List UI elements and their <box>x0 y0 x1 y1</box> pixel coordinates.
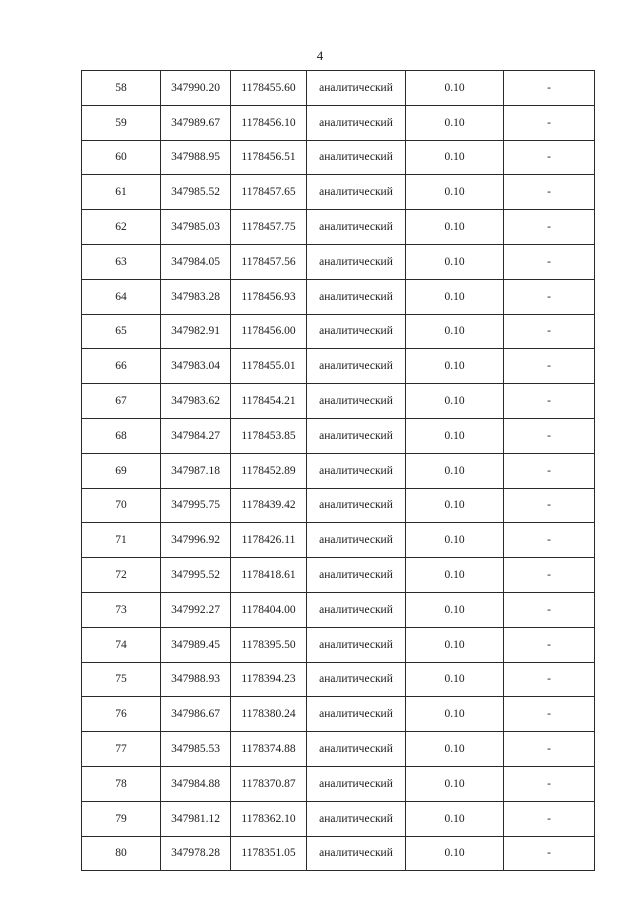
coordinates-table-body <box>82 71 595 871</box>
x-coordinate-cell: 347995.52 <box>161 558 231 593</box>
point-number-cell: 70 <box>82 488 161 523</box>
point-number-cell: 75 <box>82 662 161 697</box>
y-coordinate-cell: 1178456.00 <box>231 314 307 349</box>
table-row <box>82 140 595 175</box>
table-row <box>82 523 595 558</box>
note-cell: - <box>504 662 595 697</box>
note-cell: - <box>504 140 595 175</box>
method-cell: аналитический <box>307 71 406 106</box>
x-coordinate-cell: 347984.27 <box>161 418 231 453</box>
note-cell: - <box>504 279 595 314</box>
accuracy-cell: 0.10 <box>406 175 504 210</box>
accuracy-cell: 0.10 <box>406 488 504 523</box>
y-coordinate-cell: 1178426.11 <box>231 523 307 558</box>
y-coordinate-cell: 1178351.05 <box>231 836 307 871</box>
accuracy-cell: 0.10 <box>406 453 504 488</box>
table-row <box>82 384 595 419</box>
method-cell: аналитический <box>307 175 406 210</box>
x-coordinate-cell: 347985.52 <box>161 175 231 210</box>
table-row <box>82 836 595 871</box>
point-number-cell: 74 <box>82 627 161 662</box>
note-cell: - <box>504 384 595 419</box>
x-coordinate-cell: 347985.03 <box>161 210 231 245</box>
x-coordinate-cell: 347995.75 <box>161 488 231 523</box>
method-cell: аналитический <box>307 279 406 314</box>
x-coordinate-cell: 347982.91 <box>161 314 231 349</box>
y-coordinate-cell: 1178457.56 <box>231 244 307 279</box>
point-number-cell: 73 <box>82 592 161 627</box>
x-coordinate-cell: 347988.93 <box>161 662 231 697</box>
accuracy-cell: 0.10 <box>406 558 504 593</box>
x-coordinate-cell: 347988.95 <box>161 140 231 175</box>
accuracy-cell: 0.10 <box>406 349 504 384</box>
table-row <box>82 71 595 106</box>
accuracy-cell: 0.10 <box>406 244 504 279</box>
coordinates-table <box>81 70 595 871</box>
table-row <box>82 349 595 384</box>
accuracy-cell: 0.10 <box>406 105 504 140</box>
y-coordinate-cell: 1178456.10 <box>231 105 307 140</box>
point-number-cell: 72 <box>82 558 161 593</box>
x-coordinate-cell: 347983.04 <box>161 349 231 384</box>
table-row <box>82 488 595 523</box>
accuracy-cell: 0.10 <box>406 836 504 871</box>
note-cell: - <box>504 453 595 488</box>
x-coordinate-cell: 347978.28 <box>161 836 231 871</box>
table-row <box>82 418 595 453</box>
accuracy-cell: 0.10 <box>406 140 504 175</box>
x-coordinate-cell: 347983.28 <box>161 279 231 314</box>
table-row <box>82 592 595 627</box>
table-row <box>82 766 595 801</box>
x-coordinate-cell: 347992.27 <box>161 592 231 627</box>
accuracy-cell: 0.10 <box>406 314 504 349</box>
note-cell: - <box>504 732 595 767</box>
y-coordinate-cell: 1178452.89 <box>231 453 307 488</box>
note-cell: - <box>504 627 595 662</box>
y-coordinate-cell: 1178418.61 <box>231 558 307 593</box>
method-cell: аналитический <box>307 488 406 523</box>
note-cell: - <box>504 349 595 384</box>
table-row <box>82 558 595 593</box>
point-number-cell: 80 <box>82 836 161 871</box>
accuracy-cell: 0.10 <box>406 662 504 697</box>
method-cell: аналитический <box>307 627 406 662</box>
method-cell: аналитический <box>307 592 406 627</box>
x-coordinate-cell: 347986.67 <box>161 697 231 732</box>
x-coordinate-cell: 347987.18 <box>161 453 231 488</box>
method-cell: аналитический <box>307 244 406 279</box>
x-coordinate-cell: 347981.12 <box>161 801 231 836</box>
note-cell: - <box>504 175 595 210</box>
point-number-cell: 69 <box>82 453 161 488</box>
table-row <box>82 279 595 314</box>
y-coordinate-cell: 1178454.21 <box>231 384 307 419</box>
method-cell: аналитический <box>307 523 406 558</box>
point-number-cell: 67 <box>82 384 161 419</box>
table-row <box>82 210 595 245</box>
method-cell: аналитический <box>307 384 406 419</box>
note-cell: - <box>504 210 595 245</box>
point-number-cell: 64 <box>82 279 161 314</box>
method-cell: аналитический <box>307 105 406 140</box>
table-row <box>82 801 595 836</box>
y-coordinate-cell: 1178455.60 <box>231 71 307 106</box>
accuracy-cell: 0.10 <box>406 523 504 558</box>
x-coordinate-cell: 347989.67 <box>161 105 231 140</box>
y-coordinate-cell: 1178455.01 <box>231 349 307 384</box>
table-row <box>82 697 595 732</box>
method-cell: аналитический <box>307 662 406 697</box>
y-coordinate-cell: 1178394.23 <box>231 662 307 697</box>
y-coordinate-cell: 1178370.87 <box>231 766 307 801</box>
method-cell: аналитический <box>307 453 406 488</box>
accuracy-cell: 0.10 <box>406 697 504 732</box>
table-row <box>82 314 595 349</box>
table-row <box>82 627 595 662</box>
accuracy-cell: 0.10 <box>406 210 504 245</box>
y-coordinate-cell: 1178374.88 <box>231 732 307 767</box>
table-row <box>82 732 595 767</box>
accuracy-cell: 0.10 <box>406 418 504 453</box>
x-coordinate-cell: 347983.62 <box>161 384 231 419</box>
table-row <box>82 105 595 140</box>
accuracy-cell: 0.10 <box>406 592 504 627</box>
point-number-cell: 61 <box>82 175 161 210</box>
point-number-cell: 58 <box>82 71 161 106</box>
accuracy-cell: 0.10 <box>406 766 504 801</box>
note-cell: - <box>504 314 595 349</box>
table-row <box>82 244 595 279</box>
note-cell: - <box>504 523 595 558</box>
x-coordinate-cell: 347984.05 <box>161 244 231 279</box>
method-cell: аналитический <box>307 314 406 349</box>
y-coordinate-cell: 1178457.65 <box>231 175 307 210</box>
table-row <box>82 662 595 697</box>
point-number-cell: 78 <box>82 766 161 801</box>
x-coordinate-cell: 347990.20 <box>161 71 231 106</box>
method-cell: аналитический <box>307 766 406 801</box>
note-cell: - <box>504 418 595 453</box>
point-number-cell: 79 <box>82 801 161 836</box>
point-number-cell: 62 <box>82 210 161 245</box>
note-cell: - <box>504 244 595 279</box>
note-cell: - <box>504 801 595 836</box>
y-coordinate-cell: 1178380.24 <box>231 697 307 732</box>
accuracy-cell: 0.10 <box>406 71 504 106</box>
point-number-cell: 59 <box>82 105 161 140</box>
y-coordinate-cell: 1178395.50 <box>231 627 307 662</box>
x-coordinate-cell: 347989.45 <box>161 627 231 662</box>
method-cell: аналитический <box>307 697 406 732</box>
note-cell: - <box>504 766 595 801</box>
accuracy-cell: 0.10 <box>406 279 504 314</box>
y-coordinate-cell: 1178457.75 <box>231 210 307 245</box>
point-number-cell: 76 <box>82 697 161 732</box>
method-cell: аналитический <box>307 558 406 593</box>
point-number-cell: 77 <box>82 732 161 767</box>
point-number-cell: 66 <box>82 349 161 384</box>
table-row <box>82 453 595 488</box>
point-number-cell: 71 <box>82 523 161 558</box>
table-row <box>82 175 595 210</box>
note-cell: - <box>504 105 595 140</box>
y-coordinate-cell: 1178453.85 <box>231 418 307 453</box>
page-number: 4 <box>316 48 324 63</box>
point-number-cell: 63 <box>82 244 161 279</box>
method-cell: аналитический <box>307 210 406 245</box>
y-coordinate-cell: 1178456.93 <box>231 279 307 314</box>
method-cell: аналитический <box>307 801 406 836</box>
accuracy-cell: 0.10 <box>406 801 504 836</box>
x-coordinate-cell: 347984.88 <box>161 766 231 801</box>
method-cell: аналитический <box>307 836 406 871</box>
x-coordinate-cell: 347985.53 <box>161 732 231 767</box>
note-cell: - <box>504 488 595 523</box>
method-cell: аналитический <box>307 418 406 453</box>
note-cell: - <box>504 71 595 106</box>
note-cell: - <box>504 836 595 871</box>
y-coordinate-cell: 1178439.42 <box>231 488 307 523</box>
accuracy-cell: 0.10 <box>406 732 504 767</box>
y-coordinate-cell: 1178456.51 <box>231 140 307 175</box>
method-cell: аналитический <box>307 349 406 384</box>
x-coordinate-cell: 347996.92 <box>161 523 231 558</box>
point-number-cell: 65 <box>82 314 161 349</box>
method-cell: аналитический <box>307 732 406 767</box>
point-number-cell: 68 <box>82 418 161 453</box>
y-coordinate-cell: 1178362.10 <box>231 801 307 836</box>
accuracy-cell: 0.10 <box>406 627 504 662</box>
point-number-cell: 60 <box>82 140 161 175</box>
method-cell: аналитический <box>307 140 406 175</box>
y-coordinate-cell: 1178404.00 <box>231 592 307 627</box>
note-cell: - <box>504 697 595 732</box>
accuracy-cell: 0.10 <box>406 384 504 419</box>
note-cell: - <box>504 558 595 593</box>
note-cell: - <box>504 592 595 627</box>
